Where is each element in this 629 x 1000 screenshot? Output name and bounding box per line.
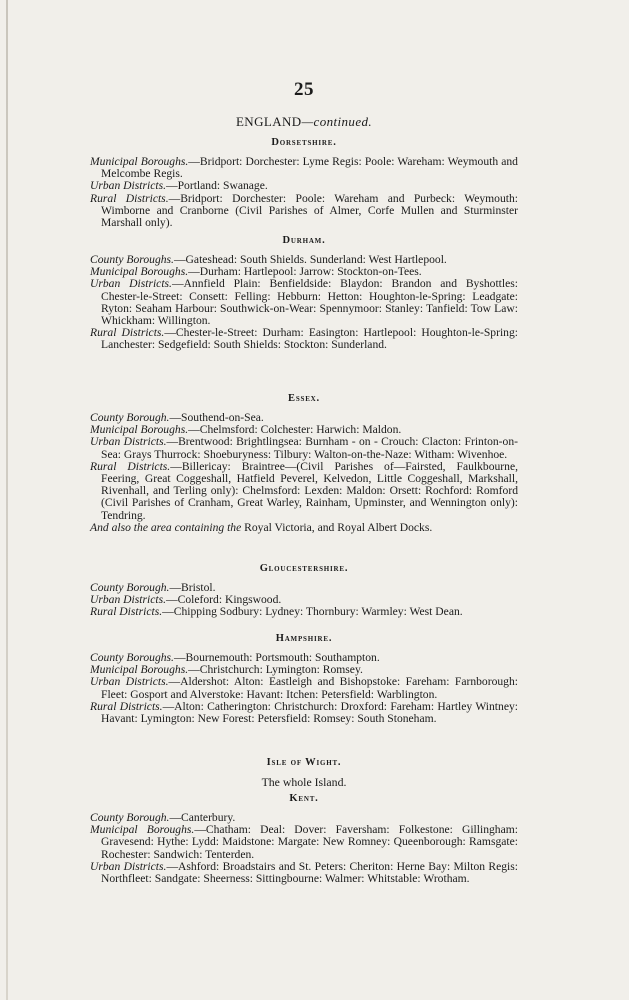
heading-main: ENGLAND [235, 114, 302, 129]
entry-category: Urban Districts. [90, 859, 167, 873]
entry-text: —Chatham: Deal: Dover: Faversham: Folkestone: Gillingham: Gravesend: Hythe: Lydd: Maidstone: Margate: New Romney: Queenborough: Ramsgate: Rochester: Sandwich: Tenterden. [101, 823, 518, 861]
entry-text: —Aldershot: Alton: Eastleigh and Bishopstoke: Fareham: Farnborough: Fleet: Gosport and Alverstoke: Havant: Itchen: Petersfield: Warblington. [101, 675, 518, 701]
list-item [90, 676, 518, 700]
entry-category: Rural Districts. [90, 699, 163, 713]
entry-text: —Durham: Hartlepool: Jarrow: Stockton-on-Tees. [188, 265, 422, 279]
entry-text: —Bridport: Dorchester: Lyme Regis: Poole: Wareham: Weymouth and Melcombe Regis. [101, 155, 518, 181]
entry-text: —Bournemouth: Portsmouth: Southampton. [173, 651, 380, 664]
entry-category: County Boroughs. [90, 253, 174, 266]
plain-note: The whole Island. [261, 775, 347, 789]
section-dorsetshire [90, 137, 518, 229]
entry-text: —Gateshead: South Shields. Sunderland: West Hartlepool. [173, 253, 447, 266]
page-edge [6, 0, 8, 1000]
entry-text: —Bridport: Dorchester: Poole: Wareham and Purbeck: Weymouth: Wimborne and Cranborne (Civil Parishes of Almer, Corfe Mullen and Sturminster Marshall only). [101, 191, 518, 230]
page-number: 25 [294, 79, 314, 100]
entry-category: Rural Districts. [90, 191, 169, 205]
entry-category: Urban Districts. [90, 277, 172, 291]
entry-category: County Borough. [90, 581, 170, 594]
entry-category: Rural Districts. [90, 326, 165, 340]
list-item [90, 278, 518, 327]
entry-category: Rural Districts. [90, 605, 163, 619]
page-heading [90, 114, 518, 130]
entry-text: —Brentwood: Brightlingsea: Burnham - on - Crouch: Clacton: Frinton-on-Sea: Grays Thurrock: Shoeburyness: Tilbury: Walton-on-the-Naze: Witham: Wivenhoe. [101, 435, 518, 461]
county-heading: Gloucestershire. [259, 563, 349, 574]
entry-text: —Chester-le-Street: Durham: Easington: Hartlepool: Houghton-le-Spring: Lanchester: Sedgefield: South Shields: Stockton: Sunderland. [101, 326, 518, 352]
entry-text: —Annfield Plain: Benfieldside: Blaydon: Brandon and Byshottles: Chester-le-Street: Consett: Felling: Hebburn: Hetton: Houghton-le-Spring: Leadgate: Ryton: Seaham Harbour: Southwick-on-Wear: Spennymoor: Stanley: Tanfield: Tow Law: Whickham: Willington. [101, 277, 518, 328]
entry-category: County Borough. [90, 811, 170, 824]
list-item [90, 861, 518, 885]
entry-category: Urban Districts. [90, 435, 167, 449]
section-gloucestershire [90, 563, 518, 619]
entry-category: Urban Districts. [90, 593, 167, 607]
entry-category: Municipal Boroughs. [90, 663, 189, 677]
entry-text: —Chelmsford: Colchester: Harwich: Maldon. [188, 423, 402, 437]
entry-category: Urban Districts. [90, 179, 167, 193]
entry-category: Municipal Boroughs. [90, 155, 189, 168]
section-hampshire [90, 633, 518, 725]
list-item [90, 606, 518, 618]
list-item [90, 701, 518, 725]
county-heading: Kent. [289, 793, 319, 804]
entry-category: County Borough. [90, 411, 170, 424]
county-heading: Hampshire. [275, 633, 333, 644]
entry-text: —Portland: Swanage. [166, 179, 268, 193]
list-item [90, 824, 518, 861]
entry-text: —Chipping Sodbury: Lydney: Thornbury: Warmley: West Dean. [162, 605, 463, 619]
list-item [90, 327, 518, 351]
heading-continued: —continued. [301, 114, 373, 129]
section-kent [90, 793, 518, 885]
entry-text: —Ashford: Broadstairs and St. Peters: Cheriton: Herne Bay: Milton Regis: Northfleet: Sandgate: Sheerness: Sittingbourne: Walmer: Whitstable: Wrotham. [101, 859, 518, 886]
county-heading: Durham. [282, 235, 326, 246]
entry-text: —Alton: Catherington: Christchurch: Droxford: Fareham: Hartley Wintney: Havant: Lymington: New Forest: Petersfield: Romsey: South Stoneham. [101, 699, 518, 726]
county-heading: Essex. [288, 393, 320, 404]
entry-category: Municipal Boroughs. [90, 823, 195, 837]
entry-text: —Canterbury. [169, 811, 236, 824]
entry-text: —Christchurch: Lymington: Romsey. [188, 663, 363, 677]
entry-text: —Billericay: Braintree—(Civil Parishes of—Fairsted, Faulkbourne, Feering, Great Coggeshall, Hatfield Peverel, Kelvedon, Little Coggeshall, Markshall, Rivenhall, and Terling only): Chelmsford: Lexden: Maldon: Orsett: Rochford: Romford (Civil Parishes of Cranham, Great Warley, Rainham, Upminster, and Wennington only): Tendring. [101, 459, 519, 522]
also-note [90, 522, 518, 534]
also-italic: And also the area containing the [90, 520, 242, 534]
entry-category: County Boroughs. [90, 651, 174, 664]
entry-category: Rural Districts. [90, 459, 171, 473]
also-text: Royal Victoria, and Royal Albert Docks. [241, 520, 433, 534]
entry-text: —Coleford: Kingswood. [166, 593, 282, 607]
county-heading: Dorsetshire. [271, 137, 337, 148]
list-item [90, 193, 518, 230]
list-item [90, 156, 518, 180]
county-heading: Isle of Wight. [266, 757, 342, 768]
section-durham [90, 235, 518, 352]
section-essex [90, 393, 518, 534]
list-item [90, 436, 518, 460]
entry-text: —Bristol. [169, 581, 216, 594]
entry-category: Municipal Boroughs. [90, 423, 189, 437]
section-isle-of-wight [90, 757, 518, 789]
list-item [90, 461, 518, 522]
entry-category: Municipal Boroughs. [90, 265, 189, 279]
entry-category: Urban Districts. [90, 675, 169, 689]
entry-text: —Southend-on-Sea. [169, 411, 264, 424]
